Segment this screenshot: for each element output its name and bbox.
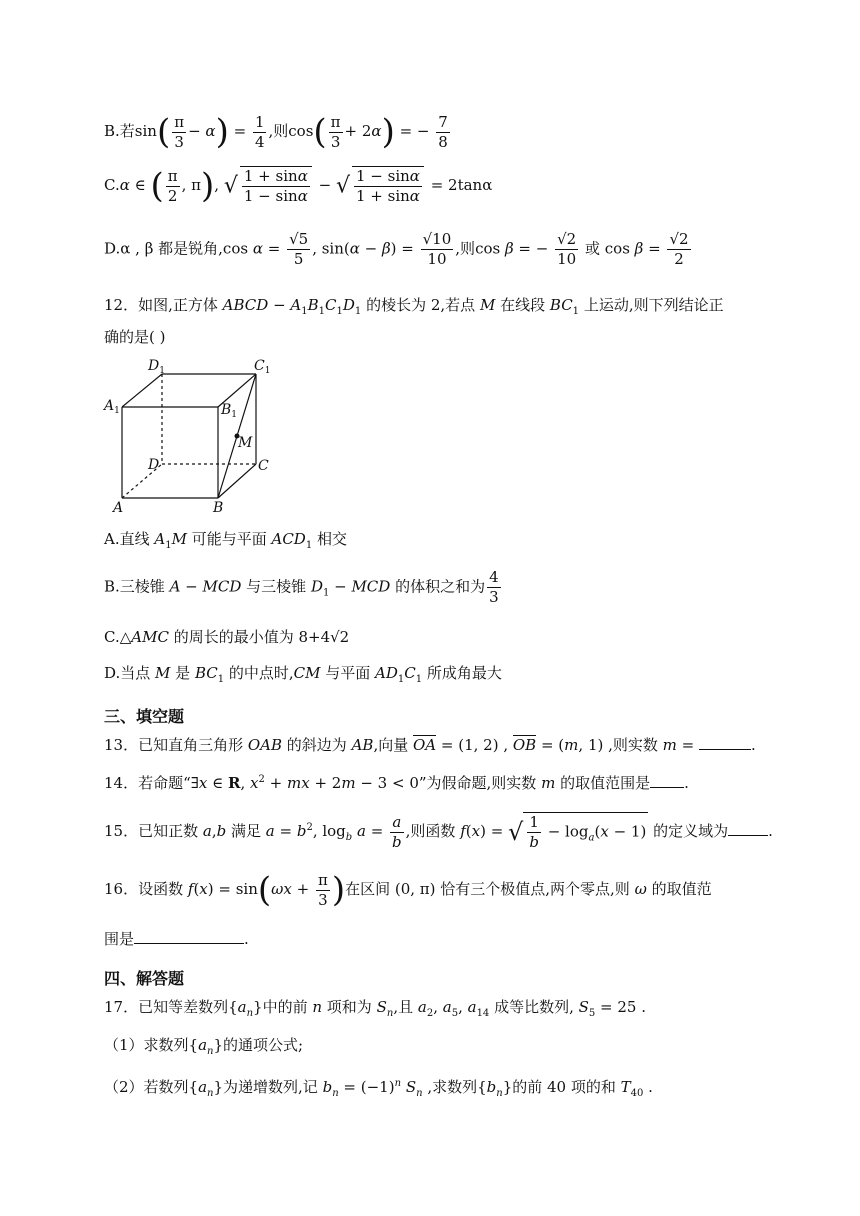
option-c-prev: C.α ∈ ( $\frac{\pi}{2}$ , π), √ $\frac{1 + \sin\alpha}{1 - \sin\alpha}$ − √ $\frac{1 - \sin\alpha}{1 + \sin\alpha}$ = 2tanα <box>104 166 493 206</box>
answer-blank[interactable] <box>699 735 751 750</box>
q12-option-c: C.△AMC 的周长的最小值为 8+4√2 <box>104 628 350 646</box>
condition-text: α , β 都是锐角, <box>120 239 223 258</box>
fraction: $\frac{\pi}{3}$ <box>330 112 341 151</box>
or-text: 或 <box>584 239 600 258</box>
fraction: $\frac{√2}{10}$ <box>557 230 577 268</box>
fraction: $\frac{\pi}{2}$ <box>167 166 178 205</box>
label-b: B <box>213 500 224 516</box>
question-number: 17． <box>104 998 139 1016</box>
option-label: C. <box>104 176 120 194</box>
q12-option-a: A.直线 $A_1M$ 可能与平面 $ACD_1$ 相交 <box>104 530 347 551</box>
sqrt-fraction: $\frac{1 - \sin\alpha}{1 + \sin\alpha}$ <box>352 166 424 206</box>
paren: ) <box>201 166 215 206</box>
q17-stem: 17．已知等差数列$\{a_n\}$中的前 n 项和为 $S_n$,且 $a_2$, $a_5$, $a_{14}$ 成等比数列, $S_5 = 25$ . <box>104 998 646 1019</box>
fraction: $\frac{7}{8}$ <box>438 112 448 151</box>
q12-stem-line1: 12．如图,正方体 ABCD − $A_1B_1C_1D_1$ 的棱长为 2,若点 M 在线段 $BC_1$ 上运动,则下列结论正 <box>104 296 724 317</box>
then-text: ,则 <box>455 239 476 258</box>
answer-blank[interactable] <box>134 929 244 944</box>
q13: 13．已知直角三角形 OAB 的斜边为 AB,向量 OA = (1, 2) , OB = (m, 1) ,则实数 m = . <box>104 736 756 754</box>
q12-option-d: D.当点 M 是 $BC_1$ 的中点时,CM 与平面 $AD_1C_1$ 所成角最大 <box>104 664 502 685</box>
q14: 14．若命题“∃x ∈ R, $x^2$ + mx + 2m − 3 < 0”为假命题,则实数 m 的取值范围是 . <box>104 774 689 792</box>
q12-stem-line2: 确的是( ) <box>104 328 166 346</box>
paren: ) <box>381 112 395 152</box>
rhs: = 2tanα <box>430 176 493 194</box>
option-label: B.若 <box>104 122 135 140</box>
question-number: 12． <box>104 296 139 314</box>
fraction: $\frac{√5}{5}$ <box>289 230 309 268</box>
fraction: $\frac{4}{3}$ <box>489 568 499 606</box>
section-heading-fill-blank: 三、填空题 <box>104 707 185 726</box>
fraction: $\frac{1}{4}$ <box>254 112 265 151</box>
label-c1: $C_1$ <box>254 358 271 376</box>
q12-option-b: B.三棱锥 A − MCD 与三棱锥 $D_1$ − MCD 的体积之和为 $\frac{4}{3}$ <box>104 568 499 606</box>
label-a1: $A_1$ <box>104 398 120 416</box>
stem-text: 的棱长为 2,若点 <box>366 296 476 314</box>
label-a: A <box>113 500 124 516</box>
stem-text: 上运动,则下列结论正 <box>583 296 724 314</box>
question-number: 13． <box>104 736 139 754</box>
option-b-prev: B.若sin( $\frac{\pi}{3}$ − α) = $\frac{1}{4}$ ,则cos( $\frac{\pi}{3}$ + 2α) = − $\frac{7}{8}$ <box>104 112 448 152</box>
answer-blank[interactable] <box>650 773 684 788</box>
q16-line2: 围是 . <box>104 930 249 948</box>
label-d: D <box>148 457 160 473</box>
stem-text: 在线段 <box>500 296 546 314</box>
q17-part2: （2）若数列$\{a_n\}$为递增数列,记 $b_n = (-1)^n$ $S_n$ ,求数列$\{b_n\}$的前 40 项的和 $T_{40}$ . <box>104 1078 653 1099</box>
sin-text: sin <box>134 122 157 140</box>
label-c: C <box>258 458 269 474</box>
paren: ) <box>331 870 346 910</box>
q17-part1: （1）求数列$\{a_n\}$的通项公式; <box>104 1036 304 1057</box>
paren: ( <box>313 112 327 152</box>
question-number: 15． <box>104 822 139 840</box>
sqrt-fraction: $\frac{1 + \sin\alpha}{1 - \sin\alpha}$ <box>240 166 312 206</box>
question-number: 14． <box>104 774 139 792</box>
then-text: ,则 <box>268 122 289 140</box>
label-b1: $B_1$ <box>221 402 238 420</box>
fraction: $\frac{1}{b}$ <box>529 813 539 851</box>
cos-text: cos <box>288 122 314 140</box>
paren: ( <box>257 870 272 910</box>
section-heading-answer: 四、解答题 <box>104 969 185 988</box>
question-number: 16． <box>104 880 139 898</box>
fraction: $\frac{√10}{10}$ <box>422 230 452 268</box>
label-m: M <box>238 435 253 451</box>
q15: 15．已知正数 a,b 满足 $a = b^2$, $\log_b a$ = $\frac{a}{b}$ ,则函数 f(x) = √ $\frac{1}{b}$ − $\log_a(x - 1)$ 的定义域为 . <box>104 812 773 851</box>
stem-text: 围是 <box>104 930 135 948</box>
option-d-prev: D.α , β 都是锐角,cos α = $\frac{√5}{5}$ , sin(α − β) = $\frac{√10}{10}$ ,则cos β = − $\frac{√2}{10}$ 或 cos β = $\frac{√2}{2}$ <box>104 230 689 268</box>
fraction: $\frac{a}{b}$ <box>392 812 402 851</box>
stem-text: 如图,正方体 <box>138 296 218 314</box>
fraction: $\frac{√2}{2}$ <box>669 230 689 268</box>
min-value: 8+4√2 <box>298 628 350 646</box>
fraction: $\frac{\pi}{3}$ <box>317 870 328 909</box>
fraction: $\frac{\pi}{3}$ <box>174 112 185 151</box>
paren: ( <box>156 112 171 152</box>
answer-blank[interactable] <box>728 821 768 836</box>
paren: ) <box>215 112 229 152</box>
q16-line1: 16．设函数 f(x) = sin(ωx + $\frac{\pi}{3}$ )在区间 (0, π) 恰有三个极值点,两个零点,则 ω 的取值范 <box>104 870 712 910</box>
option-label: D. <box>104 239 121 258</box>
cube-figure <box>100 352 290 517</box>
label-d1: $D_1$ <box>148 358 165 376</box>
paren: ( <box>150 166 164 206</box>
